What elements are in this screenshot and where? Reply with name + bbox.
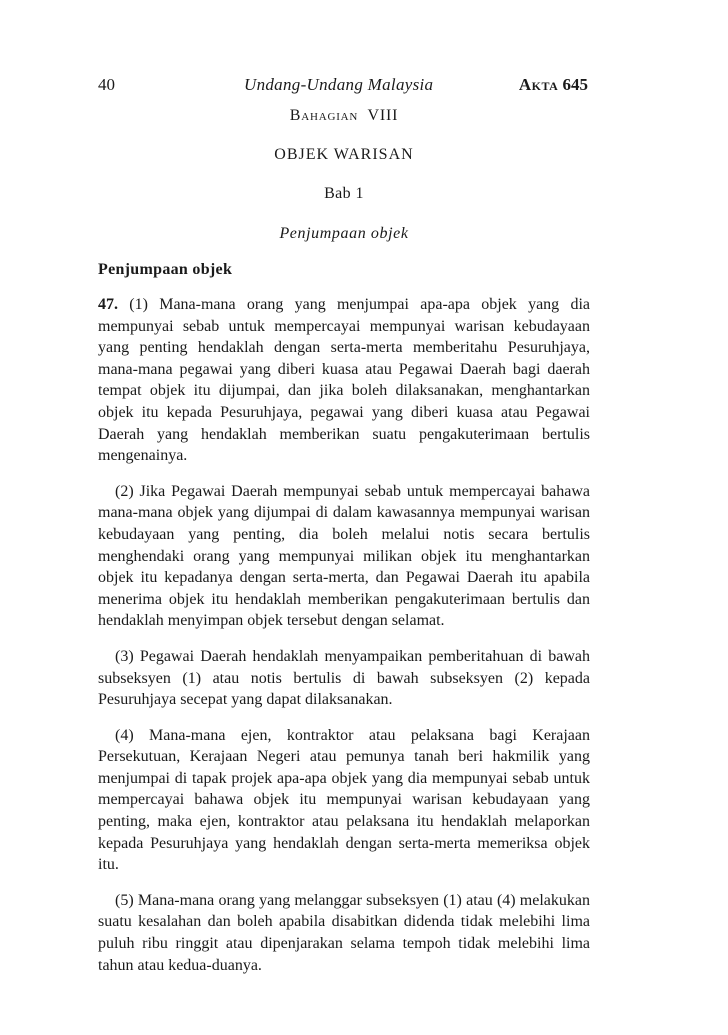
part-word: Bahagian: [289, 107, 359, 124]
subsection-3: (3) Pegawai Daerah hendaklah menyampaikan pemberitahuan di bawah subseksyen (1) atau notis bertulis di bawah subseksyen (2) kepada Pesuruhjaya secepat yang dapat dilaksanakan.: [98, 647, 590, 709]
section-number: 47.: [98, 296, 118, 313]
chapter-title: Penjumpaan objek: [279, 225, 409, 242]
book-title: Undang-Undang Malaysia: [244, 75, 434, 94]
act-word: Akta: [518, 75, 559, 94]
subsection-4: (4) Mana-mana ejen, kontraktor atau pelaksana bagi Kerajaan Persekutuan, Kerajaan Negeri atau pemunya tanah beri hakmilik yang menjumpai di tapak projek apa-apa objek yang dia mempunyai sebab untuk mempercayai bahawa objek itu mempunyai warisan kebudayaan yang penting, maka ejen, kontraktor atau pelaksana itu hendaklah melaporkan kepada Pesuruhjaya yang hendaklah dengan serta-merta memeriksa objek itu.: [98, 726, 590, 874]
section-heading: Penjumpaan objek: [98, 261, 233, 278]
page-number: 40: [98, 75, 115, 94]
act-number: 645: [562, 75, 588, 94]
part-title: OBJEK WARISAN: [274, 146, 414, 163]
subsection-2: (2) Jika Pegawai Daerah mempunyai sebab untuk mempercayai bahawa mana-mana objek yang dijumpai di dalam kawasannya mempunyai warisan kebudayaan yang penting, dia boleh melalui notis secara bertulis menghendaki orang yang mempunyai milikan objek itu menghantarkan objek itu kepadanya dengan serta-merta, dan Pegawai Daerah itu apabila menerima objek itu hendaklah memberikan pengakuterimaan bertulis dan hendaklah menyimpan objek tersebut dengan selamat.: [98, 482, 590, 630]
part-label: [98, 105, 590, 127]
subsection-5: (5) Mana-mana orang yang melanggar subseksyen (1) atau (4) melakukan suatu kesalahan dan boleh apabila disabitkan didenda tidak melebihi lima puluh ribu ringgit atau dipenjarakan selama tempoh tidak melebihi lima tahun atau kedua-duanya.: [98, 891, 590, 974]
subsection-1: [98, 294, 590, 467]
document-page: [98, 72, 590, 976]
subsection-1-text: (1) Mana-mana orang yang menjumpai apa-apa objek yang dia mempunyai sebab untuk mempercayai mempunyai warisan kebudayaan yang penting hendaklah dengan serta-merta memberitahu Pesuruhjaya, mana-mana pegawai yang diberi kuasa atau Pegawai Daerah bagi daerah tempat objek itu dijumpai, dan jika boleh dilaksanakan, menghantarkan objek itu kepada Pesuruhjaya, pegawai yang diberi kuasa atau Pegawai Daerah yang hendaklah memberikan suatu pengakuterimaan bertulis mengenainya.: [98, 296, 590, 465]
part-numeral: VIII: [367, 107, 399, 124]
chapter-label: Bab 1: [324, 185, 364, 202]
page-header: [98, 72, 590, 98]
act-reference: [519, 72, 588, 98]
